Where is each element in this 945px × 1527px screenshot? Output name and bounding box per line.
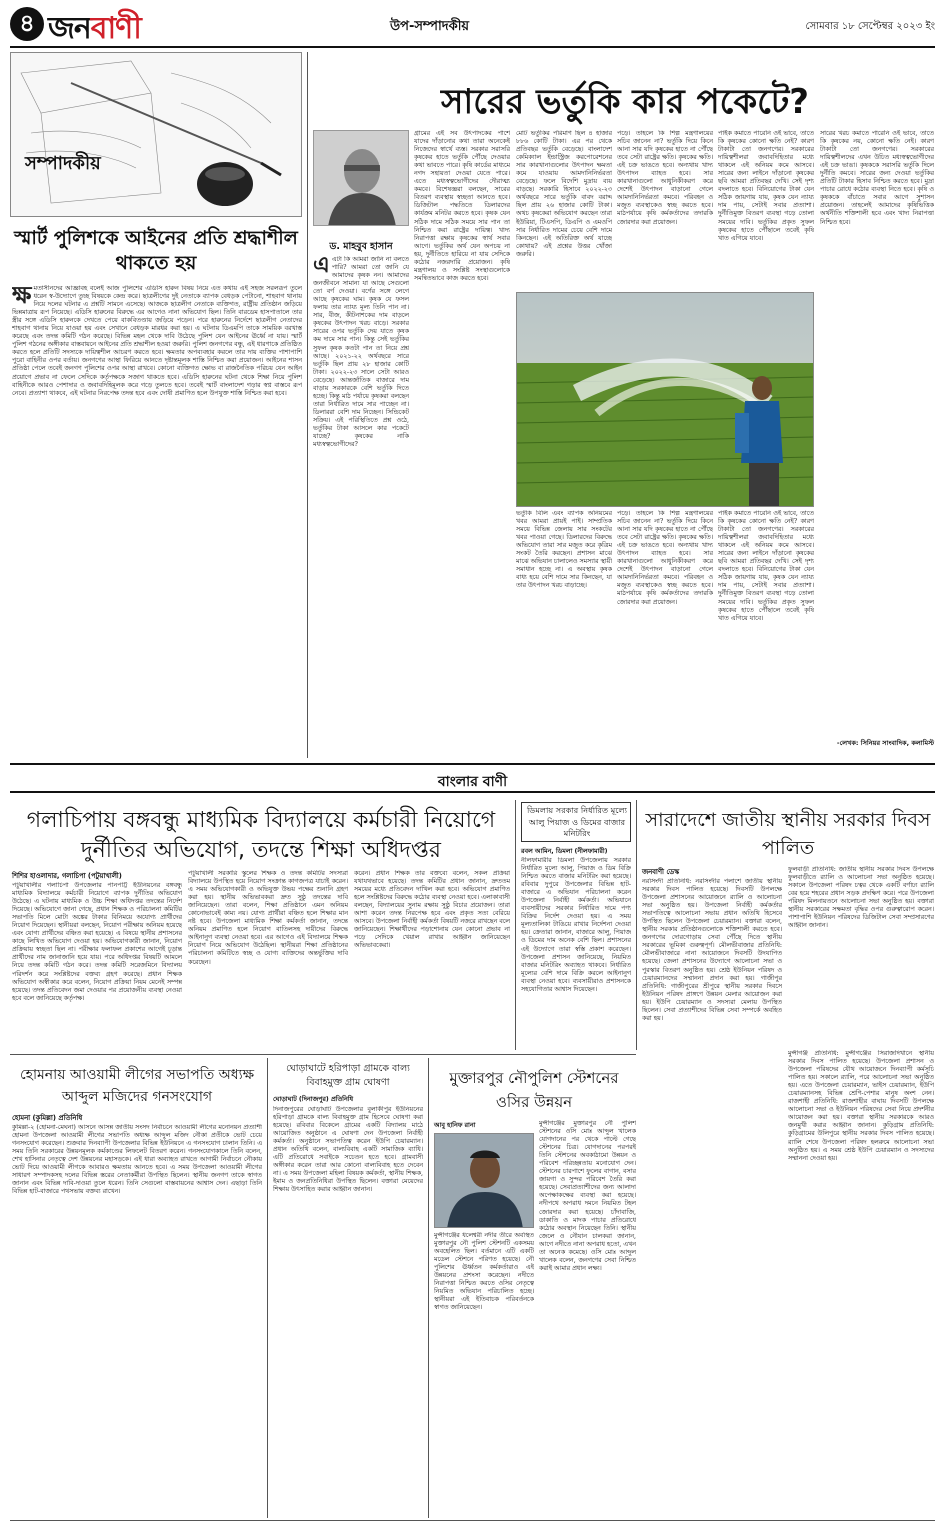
farmer-photo bbox=[516, 292, 814, 507]
dimla-body: নীলফামারীর ডিমলা উপজেলায় সরকার নির্ধারিত মূল্যে আলু, পিয়াজ ও ডিম বিক্রি নিশ্চিত করতে বাজার মনিটরিং করা হয়েছে। রবিবার দুপুরে উপজেলার বিভিন্ন হাট-বাজারে এ অভিযান পরিচালনা করেন উপজেলা নির্বাহী কর্মকর্তা। অভিযানে ব্যবসায়ীদের সরকার নির্ধারিত দামে পণ্য বিক্রির নির্দেশ দেওয়া হয়। এ সময় মূল্যতালিকা টাঙিয়ে রাখার নির্দেশনা দেওয়া হয়। ক্রেতারা জানান, বাজারে আলু, পিয়াজ ও ডিমের দাম অনেক বেশি ছিল। প্রশাসনের এই উদ্যোগে তারা স্বস্তি প্রকাশ করেছেন। উপজেলা প্রশাসন জানিয়েছে, নিয়মিত বাজার মনিটরিং অব্যাহত থাকবে। নির্ধারিত মূল্যের বেশি দামে বিক্রি করলে আইনানুগ ব্যবস্থা নেওয়া হবে। ব্যবসায়ীরাও প্রশাসনকে সহযোগিতার আশ্বাস দিয়েছেন। bbox=[521, 857, 631, 993]
muktarpur-col-2: মুন্সীগঞ্জের মুক্তারপুর নৌ পুলিশ স্টেশনের ওসি মোঃ আব্দুল খালেক যোগদানের পর থেকে পাল্টে গেছে স্টেশনের চিত্র। যোগদানের পরপরই তিনি স্টেশনের অবকাঠামো উন্নয়ন ও পরিবেশ পরিচ্ছন্নতায় মনোযোগ দেন। স্টেশনের চারপাশে ফুলের বাগান, বসার জায়গা ও সুন্দর পরিবেশ তৈরি করা হয়েছে। সেবাপ্রত্যাশীদের জন্য আলাদা অপেক্ষাকক্ষের ব্যবস্থা করা হয়েছে। নদীপথে অপরাধ দমনে নিয়মিত টহল জোরদার করা হয়েছে। চাঁদাবাজি, ডাকাতি ও মাদক পাচার প্রতিরোধে কঠোর অবস্থান নিয়েছেন তিনি। স্থানীয় জেলে ও নৌযান চালকরা জানান, আগে নদীতে নানা অপরাধ হতো, এখন তা অনেক কমেছে। ওসি মোঃ আব্দুল খালেক বলেন, জনগণের সেবা নিশ্চিত করাই আমার প্রধান লক্ষ্য। bbox=[539, 1120, 636, 1272]
section-title: উপ-সম্পাদকীয় bbox=[390, 19, 470, 34]
dimla-headline: ডিমলায় সরকার নির্ধারিত মূল্যে আলু পিয়াজ ও ডিমের বাজার মনিটরিং bbox=[526, 805, 628, 838]
page-number-circle: ৪ bbox=[10, 7, 44, 41]
jatiya-headline: সারাদেশে জাতীয় স্থানীয় সরকার দিবস পালিত bbox=[645, 809, 931, 859]
dimla-headline-box bbox=[521, 802, 631, 842]
masthead bbox=[10, 6, 935, 46]
feature-col-2: গ্রামের এই সব উৎপাদকের পাশে যাদের দাঁড়ানোর কথা তারা অনেকেই নিজেদের স্বার্থে ব্যস্ত। সরকার সরাসরি কৃষকের হাতে ভর্তুকি পৌঁছে দেওয়ার কথা ভাবতে পারে। কৃষি কার্ডের মাধ্যমে নগদ সহায়তা দেওয়া যেতে পারে। এতে মধ্যস্বত্বভোগীদের দৌরাত্ম্য কমবে। বিশেষজ্ঞরা বলছেন, সারের বিতরণ ব্যবস্থায় স্বচ্ছতা আনতে হবে। ডিজিটাল পদ্ধতিতে ডিলারদের কার্যক্রম মনিটর করতে হবে। কৃষক যেন সঠিক দামে সঠিক সময়ে সার পান তা নিশ্চিত করা রাষ্ট্রের দায়িত্ব। খাদ্য নিরাপত্তা রক্ষায় কৃষকের স্বার্থ সবার আগে। ভর্তুকির অর্থ যেন অপচয় না হয়, দুর্নীতিতে হারিয়ে না যায় সেদিকে কঠোর নজরদারি প্রয়োজন। কৃষি মন্ত্রণালয় ও সংশ্লিষ্ট সংস্থাগুলোকে সমন্বিতভাবে কাজ করতে হবে। bbox=[414, 130, 510, 282]
galachipa-headline: গলাচিপায় বঙ্গবন্ধু মাধ্যমিক বিদ্যালয়ে কর্মচারী নিয়োগে দুর্নীতির অভিযোগ, তদন্তে শিক্ষা অধিদপ্তর bbox=[26, 808, 496, 863]
jatiya-col-1: নরসিংদী প্রতিনিধি: নরসিংদীর পলাশে জাতীয় স্থানীয় সরকার দিবস পালিত হয়েছে। দিবসটি উপলক্ষে উপজেলা প্রশাসনের আয়োজনে র‌্যালি ও আলোচনা সভা অনুষ্ঠিত হয়। উপজেলা নির্বাহী কর্মকর্তার সভাপতিত্বে আলোচনা সভায় প্রধান অতিথি হিসেবে উপস্থিত ছিলেন উপজেলা চেয়ারম্যান। বক্তারা বলেন, স্থানীয় সরকার প্রতিষ্ঠানগুলোকে শক্তিশালী করতে হবে। জনগণের দোরগোড়ায় সেবা পৌঁছে দিতে স্থানীয় সরকারের ভূমিকা গুরুত্বপূর্ণ। মৌলভীবাজার প্রতিনিধি: মৌলভীবাজারে নানা আয়োজনে দিবসটি উদযাপিত হয়েছে। জেলা প্রশাসনের উদ্যোগে আলোচনা সভা ও পুরস্কার বিতরণ অনুষ্ঠিত হয়। শ্রেষ্ঠ ইউনিয়ন পরিষদ ও চেয়ারম্যানদের সম্মাননা প্রদান করা হয়। গাজীপুর প্রতিনিধি: গাজীপুরের শ্রীপুরে স্থানীয় সরকার দিবসে ইউনিয়ন পরিষদ প্রাঙ্গণে উন্নয়ন মেলার আয়োজন করা হয়। ইউপি চেয়ারম্যান ও সদস্যরা মেলায় উপস্থিত ছিলেন। সেবা প্রত্যাশীদের বিভিন্ন সেবা সম্পর্কে অবহিত করা হয়। bbox=[642, 878, 782, 1022]
feature-col-5b: পাইক কমাতে পারেনি ওই ভাবে, তাতে কি কৃষকের কোনো ক্ষতি নেই? কারণ টাকাটা তো জনগণের। সরকারের দায়িত্বশীলরা জবাবদিহিতার মধ্যে থাকলে এই অনিয়ম কমে আসবে। সারের জন্য লাইনে দাঁড়ানো কৃষকের ছবি আমরা প্রতিবছর দেখি। সেই দৃশ্য বদলাতে হবে। বিনিয়োগের টাকা যেন সঠিক জায়গায় যায়, কৃষক যেন ন্যায্য দাম পায়, সেটাই সবার প্রত্যাশা। দুর্নীতিমুক্ত বিতরণ ব্যবস্থা গড়ে তোলা সময়ের দাবি। ভর্তুকির প্রকৃত সুফল কৃষকের হাতে পৌঁছালে তবেই কৃষি খাত এগিয়ে যাবে। bbox=[718, 510, 814, 622]
bottom-rule bbox=[10, 1520, 935, 1521]
section-banner-title: বাংলার বাণী bbox=[437, 774, 508, 790]
dimla-byline: রবল আমিন, ডিমলা (নীলফামারী) bbox=[521, 848, 608, 855]
editorial-dropcap: ক্ষ bbox=[12, 285, 32, 309]
logo-part-jan: জন bbox=[48, 11, 91, 46]
author-photo bbox=[313, 130, 409, 226]
feature-col-3: মোট ভর্তুকির পরিমাণ ছিল ৪ হাজার ৮৮৬ কোটি টাকা। এর পর থেকে প্রতিবছর ভর্তুকি বেড়েছে। বাংলাদেশ কেমিক্যাল ইন্ডাস্ট্রিজ করপোরেশনের সার কারখানাগুলোর উৎপাদন ক্ষমতা কমে যাওয়ায় আমদানিনির্ভরতা বেড়েছে। ফলে বিদেশি মুদ্রায় ব্যয় বাড়ছে। সরকারি হিসাবে ২০২২-২৩ অর্থবছরে সারে ভর্তুকি বাবদ বরাদ্দ ছিল প্রায় ২৬ হাজার কোটি টাকা। অথচ কৃষকেরা অভিযোগ করছেন তারা ইউরিয়া, টিএসপি, ডিএপি ও এমওপি সার নির্ধারিত দামের চেয়ে বেশি দামে কিনছেন। এই অতিরিক্ত অর্থ যাচ্ছে কোথায়? এই প্রশ্নের উত্তর খোঁজা জরুরি। bbox=[516, 130, 612, 258]
section-banner bbox=[10, 763, 935, 793]
author-bio: -লেখক: সিনিয়র সাংবাদিক, কলামিস্ট bbox=[836, 739, 934, 747]
author-name: ড. মাহবুব হাসান bbox=[329, 241, 393, 252]
feature-col-7: সারের খরচ কমাতে পারেনি ওই ভাবে, তাতে কি কৃষকের নয়, কোনো ক্ষতি নেই। কারণ টাকাটা তো জনগণের। সরকারের দায়িত্বশীলদের এখন উচিত মধ্যস্বত্বভোগীদের এই চক্র ভাঙা। কৃষককে সরাসরি ভর্তুকি দিলে দুর্নীতি কমবে। সারের জন্য দেওয়া ভর্তুকির প্রতিটি টাকার হিসাব নিশ্চিত করতে হবে। মুদ্রা পাচার রোধে কঠোর ব্যবস্থা নিতে হবে। কৃষি ও কৃষককে বাঁচাতে সবার আগে সুশাসন প্রয়োজন। তাহলেই আমাদের কৃষিভিত্তিক অর্থনীতি শক্তিশালী হবে এবং খাদ্য নিরাপত্তা নিশ্চিত হবে। bbox=[820, 130, 934, 226]
galachipa-col-2: পটুয়াখালী সরকারি স্কুলের শিক্ষক ও তদন্ত কমিটির সদস্যরা বিদ্যালয়ে উপস্থিত হয়ে নিয়োগ সংক্রান্ত কাগজপত্র যাচাই করেন। এ সময় অভিযোগকারী ও অভিযুক্ত উভয় পক্ষের শুনানি গ্রহণ করা হয়। স্থানীয় অভিভাবকরা দ্রুত সুষ্ঠু তদন্তের দাবি জানিয়েছেন। তারা বলেন, শিক্ষা প্রতিষ্ঠানে এমন অনিয়ম কোনোভাবেই কাম্য নয়। যোগ্য প্রার্থীরা বঞ্চিত হলে শিক্ষার মান নষ্ট হবে। উপজেলা মাধ্যমিক শিক্ষা কর্মকর্তা জানান, তদন্তে অনিয়ম প্রমাণিত হলে নিয়োগ বাতিলসহ দায়ীদের বিরুদ্ধে আইনানুগ ব্যবস্থা নেওয়া হবে। এর আগেও এই বিদ্যালয়ে শিক্ষক নিয়োগ নিয়ে অভিযোগ উঠেছিল। স্থানীয়রা শিক্ষা প্রতিষ্ঠানের পরিচালনা কমিটিতে স্বচ্ছ ও যোগ্য ব্যক্তিদের অন্তর্ভুক্তির দাবি করেছেন। bbox=[188, 870, 348, 966]
feature-col-3b: ভর্তুকি বিলি এবং ব্যাপক অনিয়মের খবর আমরা প্রায়ই পাই। সাম্প্রতিক সময়ে বিভিন্ন জেলায় সার সংকটের খবর পাওয়া গেছে। ডিলারদের বিরুদ্ধে অভিযোগ তারা সার মজুত করে কৃত্রিম সংকট তৈরি করছেন। প্রশাসন মাঝে মাঝে অভিযান চালালেও সমস্যার স্থায়ী সমাধান হচ্ছে না। এ অবস্থায় কৃষক বাধ্য হয়ে বেশি দামে সার কিনছেন, যা তার উৎপাদন খরচ বাড়াচ্ছে। bbox=[516, 510, 612, 590]
officer-portrait-icon bbox=[435, 1134, 534, 1228]
editorial-text: মতাসীনদের আজ্ঞাবহ বলেই আজ পুলিশের এডিসি হারুন বিষয় নিয়ে এত কথায় এই সহজ সরলরূপ তুলে ধরেন স্ব-উদ্যোগে তুচ্ছ বিষয়কে কেন্দ্র করে। ছাত্রলীগের দুই নেতাকে ব্যাপক বেধড়ক পেটানো, শাহবাগ থানায় নিয়ে দলের ঘটনার এ প্রশ্নটি সামনে এসেছে। আজকে ছাত্রলীগ নেতাকে ব্যক্তিগত, রাষ্ট্রীয় প্রতিষ্ঠান জড়িয়ে ভিন্নমাত্রায় রূপ নিয়েছে। এডিসি হারুনের বিরুদ্ধে এর আগেও নানা অভিযোগ ছিল। তিনি বারডেম হাসপাতালে তার স্ত্রীর সঙ্গে এডিসি হারুনকে দেখতে পেয়ে বাকবিতণ্ডায় জড়িয়ে পড়েন। পরে হারুনের নির্দেশে ছাত্রলীগ নেতাদের শাহবাগ থানায় নিয়ে যাওয়া হয় এবং সেখানে বেধড়ক মারধর করা হয়। এ ঘটনায় ডিএমপি তাকে সাময়িক বরখাস্ত করেছে এবং তদন্ত কমিটি গঠন করেছে। বিভিন্ন মহল থেকে দাবি উঠেছে পুলিশ যেন আইনের ঊর্ধ্বে না যায়। স্মার্ট পুলিশ গঠনের অঙ্গীকার বাস্তবায়নে আইনের প্রতি শ্রদ্ধাশীল হওয়া জরুরি। পুলিশ জনগণের বন্ধু, এই ধারণাকে প্রতিষ্ঠিত করতে হলে প্রতিটি সদস্যকে দায়িত্বশীল আচরণ করতে হবে। ক্ষমতার অপব্যবহার করলে তার দায় ব্যক্তির পাশাপাশি পুরো বাহিনীর ওপর বর্তায়। জনগণের আস্থা ফিরিয়ে আনতে দৃষ্টান্তমূলক শাস্তি নিশ্চিত করা প্রয়োজন। আইনের শাসন প্রতিষ্ঠা পেলে তবেই জনগণ পুলিশের ওপর আস্থা রাখবে। কোনো ব্যক্তিগত ক্ষোভ বা রাজনৈতিক পরিচয় যেন আইন প্রয়োগে প্রভাব না ফেলে সেদিকে কর্তৃপক্ষকে সজাগ থাকতে হবে। এডিসি হারুনের ঘটনা থেকে শিক্ষা নিয়ে পুলিশ বাহিনীকে আরও পেশাদার ও জবাবদিহিমূলক করে গড়ে তুলতে হবে। তবেই স্মার্ট বাংলাদেশ গড়ার স্বপ্ন বাস্তবে রূপ নেবে। প্রত্যাশা থাকবে, এই ঘটনার নিরপেক্ষ তদন্ত হবে এবং দোষী প্রমাণিত হলে উপযুক্ত শাস্তি নিশ্চিত করা হবে। bbox=[12, 285, 302, 397]
feature-col-4b: পড়ে। তাহলে কি শিল্প মন্ত্রণালয়ের সচিব জানেন না? ভর্তুকি দিয়ে কিনে আনা সার যদি কৃষকের হাতে না পৌঁছে তবে সেটা রাষ্ট্রের ক্ষতি। কৃষকের ক্ষতি। এই চক্র ভাঙতে হবে। অন্যথায় খাদ্য উৎপাদন ব্যাহত হবে। সার কারখানাগুলো আধুনিকীকরণ করে দেশেই উৎপাদন বাড়ানো গেলে আমদানিনির্ভরতা কমবে। পরিবহন ও মজুত ব্যবস্থাকেও স্বচ্ছ করতে হবে। মাঠপর্যায়ে কৃষি কর্মকর্তাদের তদারকি জোরদার করা প্রয়োজন। bbox=[617, 510, 713, 606]
homna-body: কুমিল্লা-২ (হোমনা-মেঘনা) আসনে আসন্ন জাতীয় সংসদ নির্বাচনে আওয়ামী লীগের মনোনয়ন প্রত্যাশী হোমনা উপজেলা আওয়ামী লীগের সভাপতি অধ্যক্ষ আব্দুল মজিদ নৌকা প্রতীকে ভোট চেয়ে গনসংযোগ করেছেন। শুক্রবার দিনব্যাপী উপজেলার বিভিন্ন ইউনিয়নে এ গনসংযোগ চালান তিনি। এ সময় তিনি সরকারের উন্নয়নমূলক কর্মকাণ্ডের লিফলেট বিতরণ করেন। গনসংযোগকালে তিনি বলেন, শেখ হাসিনার নেতৃত্বে দেশ উন্নয়নের মহাসড়কে। এই ধারা অব্যাহত রাখতে আগামী নির্বাচনে নৌকায় ভোট দিয়ে আওয়ামী লীগকে আবারও ক্ষমতায় আনতে হবে। এ সময় উপজেলা আওয়ামী লীগের সাধারণ সম্পাদকসহ দলের বিভিন্ন স্তরের নেতাকর্মীরা উপস্থিত ছিলেন। স্থানীয় জনগণ তাকে স্বাগত জানান এবং বিভিন্ন দাবি-দাওয়া তুলে ধরেন। তিনি সেগুলো বাস্তবায়নের আশ্বাস দেন। এছাড়া তিনি বিভিন্ন হাট-বাজারে পথসভায় বক্তব্য রাখেন। bbox=[12, 1124, 262, 1196]
column-divider bbox=[307, 52, 308, 758]
feature-text-1: এটা কি আমরা জানি না বলতে পারি? আমরা তো জানি যে আমাদের কৃষক নন। আমাদের জনজীবনে সামান্য যা আছে সেগুলো তো বর্ণ দেওয়া। বর্ণের সঙ্গে লেগে আছে কৃষকের ঘাম। কৃষক যে ফসল ফলায় তার ন্যায্য মূল্য তিনি পান না। সার, বীজ, কীটনাশকের দাম বাড়লে কৃষকের উৎপাদন খরচ বাড়ে। সরকার সারের ওপর ভর্তুকি দেয় যাতে কৃষক কম দামে সার পান। কিন্তু সেই ভর্তুকির সুফল কৃষক কতটা পান তা নিয়ে প্রশ্ন আছে। ২০২১-২২ অর্থবছরে সারে ভর্তুকি ছিল প্রায় ২৮ হাজার কোটি টাকা। ২০২২-২৩ সালে সেটা আরও বেড়েছে। আন্তর্জাতিক বাজারে দাম বাড়ায় সরকারকে বেশি ভর্তুকি দিতে হচ্ছে। কিন্তু মাঠ পর্যায়ে কৃষকরা বলছেন তারা নির্ধারিত দামে সার পাচ্ছেন না। ডিলাররা বেশি দাম নিচ্ছেন। সিন্ডিকেট সক্রিয়। এই পরিস্থিতিতে প্রশ্ন ওঠে, ভর্তুকির টাকা আসলে কার পকেটে যাচ্ছে? কৃষকের নাকি মধ্যস্বত্বভোগীদের? bbox=[313, 256, 409, 449]
feature-headline: সারের ভর্তুকি কার পকেটে? bbox=[440, 82, 810, 122]
pen-inkwell-icon bbox=[11, 53, 302, 217]
issue-date: সোমবার ১৮ সেপ্টেম্বর ২০২৩ ইং bbox=[805, 21, 935, 32]
editorial-body bbox=[12, 285, 302, 757]
masthead-rule bbox=[10, 46, 935, 48]
officer-photo bbox=[434, 1133, 534, 1228]
column-divider bbox=[267, 1058, 268, 1518]
feature-col-1 bbox=[313, 256, 409, 756]
homna-byline: হোমনা (কুমিল্লা) প্রতিনিধি bbox=[12, 1114, 83, 1122]
section-rule bbox=[10, 1054, 636, 1055]
editorial-illustration bbox=[10, 52, 302, 217]
editorial-badge: সম্পাদকীয় bbox=[25, 153, 101, 174]
muktarpur-byline: আবু হানিফ রানা bbox=[434, 1122, 476, 1129]
column-divider bbox=[428, 1058, 429, 1518]
logo-part-bani: বাণী bbox=[90, 11, 141, 46]
muktarpur-headline: মুক্তারপুর নৌপুলিশ স্টেশনের ওসির উন্নয়ন bbox=[449, 1069, 619, 1111]
column-divider bbox=[515, 800, 516, 1050]
jatiya-col-2b: মুন্সীগঞ্জ প্রতিনিধি: মুন্সীগঞ্জের সিরাজদিখানে স্থানীয় সরকার দিবস পালিত হয়েছে। উপজেলা প্রশাসন ও উপজেলা পরিষদের যৌথ আয়োজনে দিনব্যাপী কর্মসূচি পালিত হয়। সকালে র‌্যালি, পরে আলোচনা সভা অনুষ্ঠিত হয়। এতে উপজেলা চেয়ারম্যান, ভাইস চেয়ারম্যান, ইউপি চেয়ারম্যানসহ বিভিন্ন শ্রেণি-পেশার মানুষ অংশ নেন। রাজশাহী প্রতিনিধি: রাজশাহীর বাঘায় দিবসটি উপলক্ষে আলোচনা সভা ও ইউনিয়ন পরিষদের সেবা নিয়ে প্রদর্শনীর আয়োজন করা হয়। বক্তারা স্থানীয় সরকারকে আরও জনমুখী করার আহ্বান জানান। কুড়িগ্রাম প্রতিনিধি: কুড়িগ্রামের উলিপুরে স্থানীয় সরকার দিবস পালিত হয়েছে। র‌্যালি শেষে উপজেলা পরিষদ হলরুমে আলোচনা সভা অনুষ্ঠিত হয়। এ সময় শ্রেষ্ঠ ইউপি চেয়ারম্যান ও সদস্যদের সম্মাননা দেওয়া হয়। bbox=[788, 1050, 934, 1162]
author-portrait-icon bbox=[314, 131, 409, 226]
homna-headline: হোমনায় আওয়ামী লীগের সভাপতি অধ্যক্ষ আব্দুল মজিদের গনসংযোগ bbox=[19, 1067, 255, 1105]
jatiya-byline: জনবাণী ডেস্ক bbox=[642, 868, 679, 876]
editorial-headline: স্মার্ট পুলিশকে আইনের প্রতি শ্রদ্ধাশীল থাকতে হয় bbox=[14, 227, 298, 274]
feature-dropcap: এ bbox=[313, 256, 330, 278]
harirampur-byline: ঘোড়াঘাট (দিনাজপুর) প্রতিনিধি bbox=[273, 1096, 354, 1103]
feature-col-5: পাইক কমাতে পারেনি ওই ভাবে, তাতে কি কৃষকের কোনো ক্ষতি নেই? কারণ টাকাটা তো জনগণের। সরকারের দায়িত্বশীলরা জবাবদিহিতার মধ্যে থাকলে এই অনিয়ম কমে আসবে। সারের জন্য লাইনে দাঁড়ানো কৃষকের ছবি আমরা প্রতিবছর দেখি। সেই দৃশ্য বদলাতে হবে। বিনিয়োগের টাকা যেন সঠিক জায়গায় যায়, কৃষক যেন ন্যায্য দাম পায়, সেটাই সবার প্রত্যাশা। দুর্নীতিমুক্ত বিতরণ ব্যবস্থা গড়ে তোলা সময়ের দাবি। ভর্তুকির প্রকৃত সুফল কৃষকের হাতে পৌঁছালে তবেই কৃষি খাত এগিয়ে যাবে। bbox=[718, 130, 814, 242]
column-divider bbox=[636, 800, 637, 1050]
harirampur-body: দিনাজপুরের ঘোড়াঘাট উপজেলার বুলাকীপুর ইউনিয়নের হরিপাড়া গ্রামকে বাল্য বিবাহমুক্ত গ্রাম হিসেবে ঘোষণা করা হয়েছে। রবিবার বিকেলে গ্রামের একটি বিদ্যালয় মাঠে আয়োজিত অনুষ্ঠানে এ ঘোষণা দেন উপজেলা নির্বাহী কর্মকর্তা। অনুষ্ঠানে সভাপতিত্ব করেন ইউপি চেয়ারম্যান। প্রধান অতিথি বলেন, বাল্যবিবাহ একটি সামাজিক ব্যাধি। এটি প্রতিরোধে সবাইকে সচেতন হতে হবে। গ্রামবাসী অঙ্গীকার করেন তারা আর কোনো বাল্যবিবাহ হতে দেবেন না। এ সময় উপজেলা মহিলা বিষয়ক কর্মকর্তা, স্থানীয় শিক্ষক, ইমাম ও জনপ্রতিনিধিরা উপস্থিত ছিলেন। বক্তারা মেয়েদের শিক্ষায় উৎসাহিত করার আহ্বান জানান। bbox=[273, 1106, 423, 1194]
galachipa-byline: শিশির হাওলাদার, গলাচিপা (পটুয়াখালী) bbox=[12, 872, 122, 880]
masthead-logo bbox=[48, 4, 141, 44]
galachipa-col-3: করেন। প্রধান শিক্ষক তার বক্তব্যে বলেন, সকল প্রক্রিয়া যথাযথভাবে হয়েছে। তদন্ত কমিটির প্রধান জানান, দ্রুততম সময়ের মধ্যে প্রতিবেদন দাখিল করা হবে। অভিযোগ প্রমাণিত হলে সংশ্লিষ্টদের বিরুদ্ধে কঠোর ব্যবস্থা নেওয়া হবে। এলাকাবাসী বলছেন, বিদ্যালয়ের সুনাম রক্ষায় সুষ্ঠু বিচার প্রয়োজন। তারা আশা করেন তদন্ত নিরপেক্ষ হবে এবং প্রকৃত সত্য বেরিয়ে আসবে। উপজেলা নির্বাহী কর্মকর্তা বিষয়টি নজরে রাখছেন বলে জানিয়েছেন। শিক্ষার্থীদের পড়াশোনায় যেন কোনো প্রভাব না পড়ে সেদিকে খেয়াল রাখার আহ্বান জানিয়েছেন অভিভাবকেরা। bbox=[354, 870, 510, 950]
farmer-spraying-icon bbox=[517, 293, 814, 507]
muktarpur-col-1: মুন্সীগঞ্জের ধলেশ্বরী নদীর তীরে অবস্থিত মুক্তারপুর নৌ পুলিশ স্টেশনটি একসময় অবহেলিত ছিল। বর্তমানে এটি একটি মডেল স্টেশনে পরিণত হয়েছে। নৌ পুলিশের ঊর্ধ্বতন কর্মকর্তারাও এই উন্নয়নের প্রশংসা করেছেন। নদীতে নিরাপত্তা নিশ্চিত করতে ওসির নেতৃত্বে নিয়মিত অভিযান পরিচালিত হচ্ছে। স্থানীয়রা এই ইতিবাচক পরিবর্তনকে স্বাগত জানিয়েছেন। bbox=[434, 1232, 534, 1312]
galachipa-col-1: পটুয়াখালীর গলাচিপা উপজেলার পানপট্টি ইউনিয়নের বঙ্গবন্ধু মাধ্যমিক বিদ্যালয়ে কর্মচারী নিয়োগে ব্যাপক দুর্নীতির অভিযোগ উঠেছে। এ ঘটনায় মাধ্যমিক ও উচ্চ শিক্ষা অধিদপ্তর তদন্তের নির্দেশ দিয়েছে। অভিযোগে জানা গেছে, প্রধান শিক্ষক ও পরিচালনা কমিটির সভাপতি মিলে মোটা অঙ্কের টাকার বিনিময়ে অযোগ্য প্রার্থীদের নিয়োগ দিয়েছেন। স্থানীয়রা বলছেন, নিয়োগ পরীক্ষায় অনিয়ম হয়েছে এবং যোগ্য প্রার্থীদের বঞ্চিত করা হয়েছে। এ বিষয়ে স্থানীয় প্রশাসনের কাছে লিখিত অভিযোগ দেওয়া হয়। অভিযোগকারী জানান, নিয়োগ প্রক্রিয়ায় স্বচ্ছতা ছিল না। পরীক্ষার ফলাফল প্রকাশের আগেই চূড়ান্ত প্রার্থীদের নাম জানাজানি হয়ে যায়। পরে অধিদপ্তর বিষয়টি আমলে নিয়ে তদন্ত কমিটি গঠন করে। তদন্ত কমিটি সরেজমিনে বিদ্যালয় পরিদর্শন করে সংশ্লিষ্টদের বক্তব্য গ্রহণ করেছে। প্রধান শিক্ষক অভিযোগ অস্বীকার করে বলেন, নিয়োগ প্রক্রিয়া নিয়ম মেনেই সম্পন্ন হয়েছে। তদন্ত প্রতিবেদন জমা দেওয়ার পর প্রয়োজনীয় ব্যবস্থা নেওয়া হবে বলে জানিয়েছে কর্তৃপক্ষ। bbox=[12, 882, 182, 1002]
feature-col-4: পড়ে। তাহলে কি শিল্প মন্ত্রণালয়ের সচিব জানেন না? ভর্তুকি দিয়ে কিনে আনা সার যদি কৃষকের হাতে না পৌঁছে তবে সেটা রাষ্ট্রের ক্ষতি। কৃষকের ক্ষতি। এই চক্র ভাঙতে হবে। অন্যথায় খাদ্য উৎপাদন ব্যাহত হবে। সার কারখানাগুলো আধুনিকীকরণ করে দেশেই উৎপাদন বাড়ানো গেলে আমদানিনির্ভরতা কমবে। পরিবহন ও মজুত ব্যবস্থাকেও স্বচ্ছ করতে হবে। মাঠপর্যায়ে কৃষি কর্মকর্তাদের তদারকি জোরদার করা প্রয়োজন। bbox=[617, 130, 713, 226]
jatiya-col-2: ফুলবাড়ী প্রতিনিধি: জাতীয় স্থানীয় সরকার দিবস উপলক্ষে ফুলবাড়ীতে র‌্যালি ও আলোচনা সভা অনুষ্ঠিত হয়েছে। সকালে উপজেলা পরিষদ চত্বর থেকে একটি বর্ণাঢ্য র‌্যালি বের হয়ে শহরের প্রধান সড়ক প্রদক্ষিণ করে। পরে উপজেলা পরিষদ মিলনায়তনে আলোচনা সভা অনুষ্ঠিত হয়। বক্তারা স্থানীয় সরকারের সক্ষমতা বৃদ্ধির ওপর গুরুত্বারোপ করেন। পাশাপাশি ইউনিয়ন পরিষদের ডিজিটাল সেবা সম্প্রসারণের আহ্বান জানান। bbox=[788, 866, 934, 930]
harirampur-headline: ঘোড়াঘাটে হরিপাড়া গ্রামকে বাল্য বিবাহমুক্ত গ্রাম ঘোষণা bbox=[286, 1063, 410, 1088]
